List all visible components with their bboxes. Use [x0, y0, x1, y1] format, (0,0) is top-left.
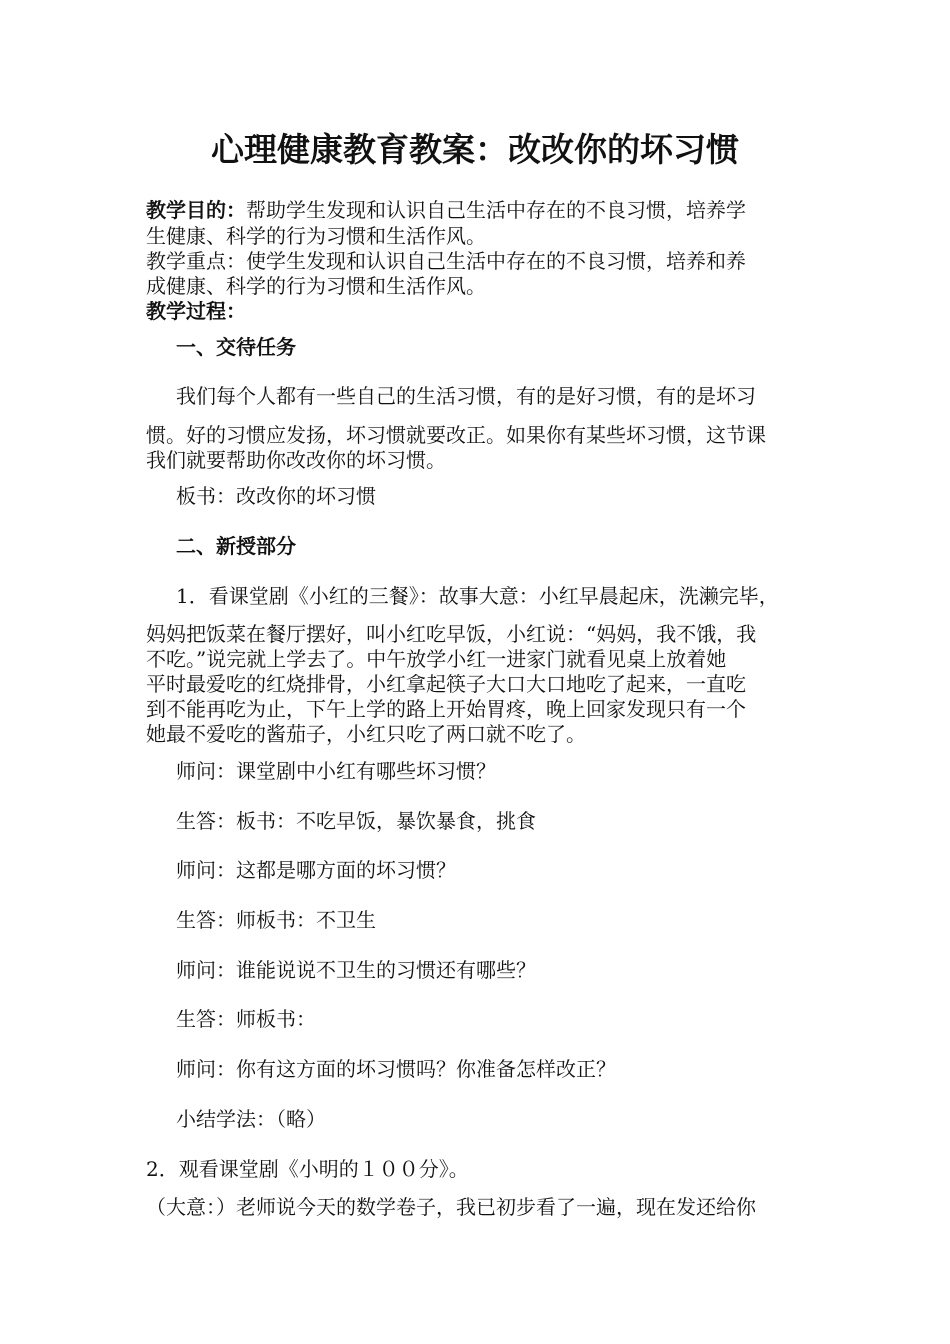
focus-line-1: 教学重点：使学生发现和认识自己生活中存在的不良习惯，培养和养 — [146, 249, 746, 273]
story-line-1: 1．看课堂剧《小红的三餐》：故事大意：小红早晨起床，洗濑完毕， — [176, 584, 779, 608]
objective-line-2: 生健康、科学的行为习惯和生活作风。 — [146, 224, 486, 248]
qa-line: 生答：师板书：不卫生 — [176, 908, 376, 932]
section1-paragraph-line-3: 我们就要帮助你改改你的坏习惯。 — [146, 448, 446, 472]
objective-label: 教学目的： — [146, 198, 246, 222]
section1-board: 板书：改改你的坏习惯 — [176, 484, 376, 508]
document-title: 心理健康教育教案：改改你的坏习惯 — [211, 130, 739, 169]
qa-line: 生答：师板书： — [176, 1007, 316, 1031]
section2-heading: 二、新授部分 — [176, 534, 296, 558]
item2-summary: （大意：）老师说今天的数学卷子，我已初步看了一遍，现在发还给你 — [146, 1195, 756, 1219]
story-line-5: 到不能再吃为止，下午上学的路上开始胃疼，晚上回家发现只有一个 — [146, 697, 746, 721]
qa-line: 师问：课堂剧中小红有哪些坏习惯？ — [176, 759, 496, 783]
qa-line: 师问：你有这方面的坏习惯吗？你准备怎样改正？ — [176, 1057, 616, 1081]
story-line-6: 她最不爱吃的酱茄子，小红只吃了两口就不吃了。 — [146, 722, 586, 746]
section1-heading: 一、交待任务 — [176, 335, 296, 359]
section1-paragraph-line-1: 我们每个人都有一些自己的生活习惯，有的是好习惯，有的是坏习 — [176, 384, 756, 408]
section1-paragraph-line-2: 惯。好的习惯应发扬，坏习惯就要改正。如果你有某些坏习惯，这节课 — [146, 423, 766, 447]
qa-line: 生答：板书：不吃早饭，暴饮暴食，挑食 — [176, 809, 536, 833]
item2-heading: 2．观看课堂剧《小明的１００分》。 — [146, 1157, 469, 1181]
qa-summary: 小结学法：（略） — [176, 1107, 326, 1131]
qa-line: 师问：这都是哪方面的坏习惯？ — [176, 858, 456, 882]
objective-text: 帮助学生发现和认识自己生活中存在的不良习惯，培养学 — [246, 198, 746, 222]
story-line-2: 妈妈把饭菜在餐厅摆好，叫小红吃早饭，小红说：“妈妈，我不饿，我 — [146, 622, 757, 646]
story-line-4: 平时最爱吃的红烧排骨，小红拿起筷子大口大口地吃了起来，一直吃 — [146, 672, 746, 696]
qa-line: 师问：谁能说说不卫生的习惯还有哪些？ — [176, 958, 536, 982]
objective-line-1 — [146, 197, 746, 223]
story-line-3: 不吃。”说完就上学去了。中午放学小红一进家门就看见桌上放着她 — [146, 647, 727, 671]
process-label: 教学过程： — [146, 299, 246, 323]
focus-line-2: 成健康、科学的行为习惯和生活作风。 — [146, 274, 486, 298]
